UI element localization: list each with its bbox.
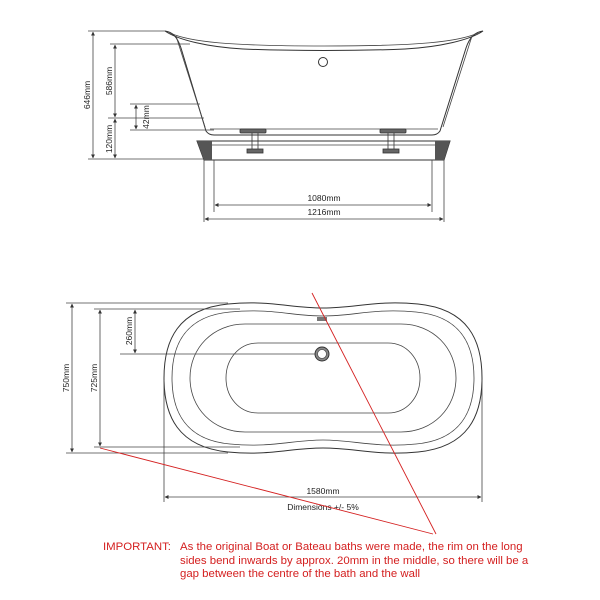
dim-waste-offset: 260mm [124,316,134,346]
dim-width-outer: 750mm [61,363,71,393]
dim-width-inner: 725mm [89,363,99,393]
bath-inner-wall-left [176,36,205,127]
important-label: IMPORTANT: [103,541,171,553]
bath-side-outline [165,31,483,135]
bath-rim-inner [170,33,478,46]
side-view [82,31,483,222]
dim-tolerance: Dimensions +/- 5% [287,502,359,512]
callout-line-lower [100,448,433,534]
dim-length: 1580mm [306,486,340,496]
dim-bath-height: 586mm [104,66,114,96]
bath-inner-wall-right [443,36,472,127]
top-view [61,293,482,534]
plinth [197,141,450,160]
dim-overall-height: 646mm [82,80,92,110]
important-note: As the original Boat or Bateau baths were made, the rim on the long sides bend inwards by approx. 20mm in the middle, so there will be a gap between the centre of the bath and the wall [180,541,529,580]
overflow-icon [319,58,328,67]
bath-basin-outer [190,324,456,432]
dim-base-length: 1080mm [307,193,341,203]
dim-plinth-height: 120mm [104,124,114,154]
dim-plinth-length: 1216mm [307,207,341,217]
bath-top-outer [164,303,482,453]
dim-foot-height: 42mm [141,105,151,129]
callout-line-upper [312,293,436,534]
